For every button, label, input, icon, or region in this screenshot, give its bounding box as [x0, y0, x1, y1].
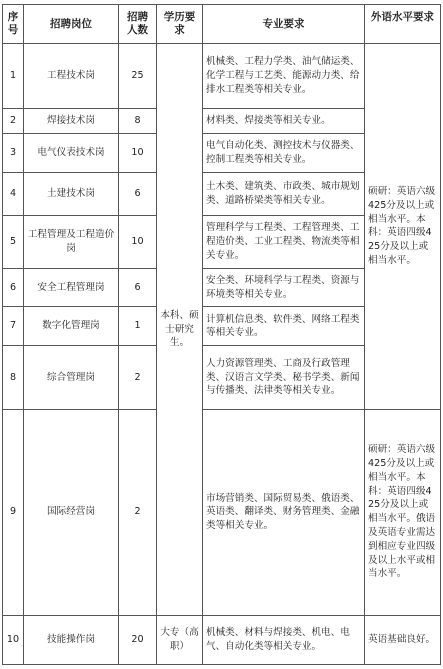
header-language: 外语水平要求 [365, 5, 441, 44]
table-row [3, 615, 441, 664]
row-position: 土建技术岗 [24, 172, 119, 215]
row-idx: 2 [3, 109, 24, 134]
row-count: 25 [119, 44, 157, 109]
row-count: 8 [119, 109, 157, 134]
row-major: 人力资源管理类、工商及行政管理类、汉语言文学类、秘书学类、新闻与传播类、法律类等相关专业。 [203, 346, 365, 409]
recruitment-table [2, 4, 441, 665]
row-idx: 10 [3, 615, 24, 664]
header-count: 招聘人数 [119, 5, 157, 44]
row-idx: 3 [3, 133, 24, 172]
row-major: 管理科学与工程类、工程管理类、工程造价类、工业工程类、物流类等相关专业。 [203, 215, 365, 268]
row-position: 综合管理岗 [24, 346, 119, 409]
row-count: 6 [119, 172, 157, 215]
row-count: 2 [119, 409, 157, 615]
row-idx: 5 [3, 215, 24, 268]
row-position: 电气仪表技术岗 [24, 133, 119, 172]
header-education: 学历要求 [157, 5, 203, 44]
language-cell: 英语基础良好。 [365, 615, 441, 664]
row-major: 安全类、环境科学与工程类、资源与环境类等相关专业。 [203, 268, 365, 307]
row-position: 焊接技术岗 [24, 109, 119, 134]
row-major: 电气自动化类、测控技术与仪器类、控制工程类等相关专业。 [203, 133, 365, 172]
row-major: 机械类、工程力学类、油气储运类、化学工程与工艺类、能源动力类、给排水工程类等相关专业。 [203, 44, 365, 109]
row-position: 工程技术岗 [24, 44, 119, 109]
row-count: 20 [119, 615, 157, 664]
header-major: 专业要求 [203, 5, 365, 44]
row-count: 10 [119, 133, 157, 172]
language-cell: 硕研：英语六级425分及以上或相当水平。本科：英语四级425分及以上或相当水平。俄语及英语专业需达到相应专业四级及以上水平或相当水平。 [365, 409, 441, 615]
row-count: 6 [119, 268, 157, 307]
row-count: 10 [119, 215, 157, 268]
row-position: 工程管理及工程造价岗 [24, 215, 119, 268]
row-major: 材料类、焊接类等相关专业。 [203, 109, 365, 134]
row-major: 市场营销类、国际贸易类、俄语类、英语类、翻译类、财务管理类、金融类等相关专业。 [203, 409, 365, 615]
education-cell: 本科、硕士研究生。 [157, 44, 203, 616]
row-position: 技能操作岗 [24, 615, 119, 664]
header-row [3, 5, 441, 44]
row-major: 计算机信息类、软件类、网络工程类等相关专业。 [203, 307, 365, 346]
row-count: 2 [119, 346, 157, 409]
row-position: 数字化管理岗 [24, 307, 119, 346]
row-idx: 1 [3, 44, 24, 109]
header-position: 招聘岗位 [24, 5, 119, 44]
row-position: 安全工程管理岗 [24, 268, 119, 307]
language-cell: 硕研：英语六级425分及以上或相当水平。本科：英语四级425分及以上或相当水平。 [365, 44, 441, 410]
row-idx: 6 [3, 268, 24, 307]
row-idx: 7 [3, 307, 24, 346]
table-row [3, 409, 441, 615]
row-major: 土木类、建筑类、市政类、城市规划类、道路桥梁类等相关专业。 [203, 172, 365, 215]
row-count: 1 [119, 307, 157, 346]
row-idx: 8 [3, 346, 24, 409]
row-major: 机械类、材料与焊接类、机电、电气、自动化类等相关专业。 [203, 615, 365, 664]
education-cell: 大专（高职） [157, 615, 203, 664]
row-idx: 4 [3, 172, 24, 215]
table-row [3, 44, 441, 109]
row-position: 国际经营岗 [24, 409, 119, 615]
header-idx: 序号 [3, 5, 24, 44]
row-idx: 9 [3, 409, 24, 615]
